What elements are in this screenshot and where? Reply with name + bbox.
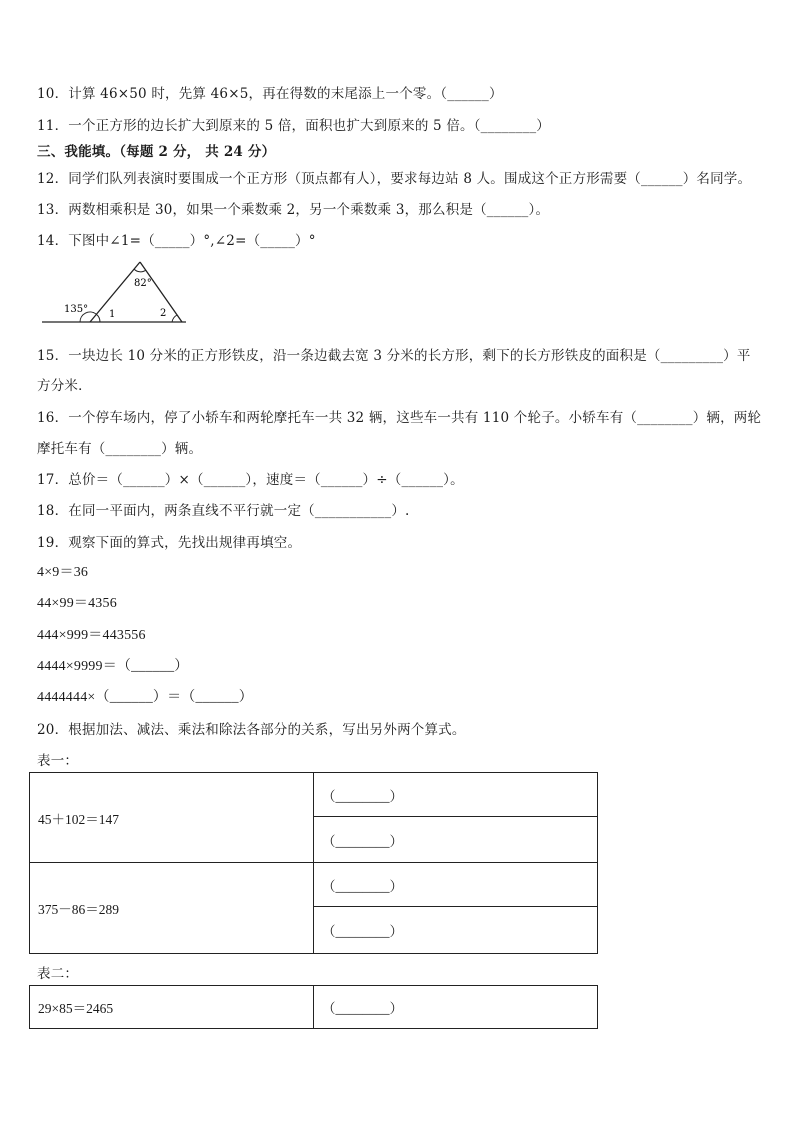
question-16-line-2: 摩托车有（________）辆。 xyxy=(37,441,203,457)
table-1-caption: 表一： xyxy=(37,753,79,769)
formula-2: 44×99＝4356 xyxy=(37,596,117,611)
answer-cell[interactable]: （________） xyxy=(314,863,598,907)
angle-1-arc xyxy=(96,314,100,322)
question-15-line-1: 15．一块边长 10 分米的正方形铁皮，沿一条边截去宽 3 分米的长方形，剩下的长方形铁皮的面积是（_________）平 xyxy=(37,348,751,364)
question-17: 17．总价＝（______）×（______），速度＝（______）÷（______）。 xyxy=(37,472,464,488)
answer-cell[interactable]: （________） xyxy=(314,986,598,1029)
angle-top-label: 82° xyxy=(134,278,152,289)
table-row xyxy=(30,773,598,817)
question-20: 20．根据加法、减法、乘法和除法各部分的关系，写出另外两个算式。 xyxy=(37,722,466,738)
question-15-line-2: 方分米． xyxy=(37,378,92,394)
formula-1: 4×9＝36 xyxy=(37,565,89,580)
table-1 xyxy=(29,772,598,954)
question-10: 10．计算 46×50 时，先算 46×5，再在得数的末尾添上一个零。（______） xyxy=(37,86,503,102)
angle-2-label: 2 xyxy=(160,308,167,319)
question-14: 14．下图中∠1=（_____）°,∠2=（_____）° xyxy=(37,233,316,249)
angle-exterior-label: 135° xyxy=(64,304,89,315)
equation-cell: 29×85＝2465 xyxy=(30,986,314,1029)
answer-cell[interactable]: （________） xyxy=(314,907,598,954)
question-12: 12．同学们队列表演时要围成一个正方形（顶点都有人），要求每边站 8 人。围成这个正方形需要（______）名同学。 xyxy=(37,171,752,187)
answer-cell[interactable]: （________） xyxy=(314,773,598,817)
question-18: 18．在同一平面内，两条直线不平行就一定（___________）. xyxy=(37,503,410,519)
top-angle-arc xyxy=(134,269,146,272)
angle-2-arc xyxy=(172,315,177,322)
question-19: 19．观察下面的算式，先找出规律再填空。 xyxy=(37,535,302,551)
question-16-line-1: 16．一个停车场内，停了小轿车和两轮摩托车一共 32 辆，这些车一共有 110 个轮子。小轿车有（________）辆，两轮 xyxy=(37,410,762,426)
table-row xyxy=(30,986,598,1029)
question-13: 13．两数相乘积是 30，如果一个乘数乘 2，另一个乘数乘 3，那么积是（______）。 xyxy=(37,202,550,218)
triangle-figure xyxy=(40,256,200,328)
table-2 xyxy=(29,985,598,1029)
question-11: 11．一个正方形的边长扩大到原来的 5 倍，面积也扩大到原来的 5 倍。（________） xyxy=(37,118,550,134)
section-3-heading: 三、我能填。（每题 2 分， 共 24 分） xyxy=(37,144,276,160)
table-row xyxy=(30,863,598,907)
angle-1-label: 1 xyxy=(109,309,116,320)
table-2-caption: 表二： xyxy=(37,966,79,982)
formula-3: 444×999＝443556 xyxy=(37,628,146,643)
equation-cell: 375－86＝289 xyxy=(30,863,314,954)
equation-cell: 45＋102＝147 xyxy=(30,773,314,863)
answer-cell[interactable]: （________） xyxy=(314,817,598,863)
triangle-diagram xyxy=(40,256,200,328)
formula-5: 4444444×（______）＝（______） xyxy=(37,690,253,705)
formula-4: 4444×9999＝（______） xyxy=(37,659,189,674)
